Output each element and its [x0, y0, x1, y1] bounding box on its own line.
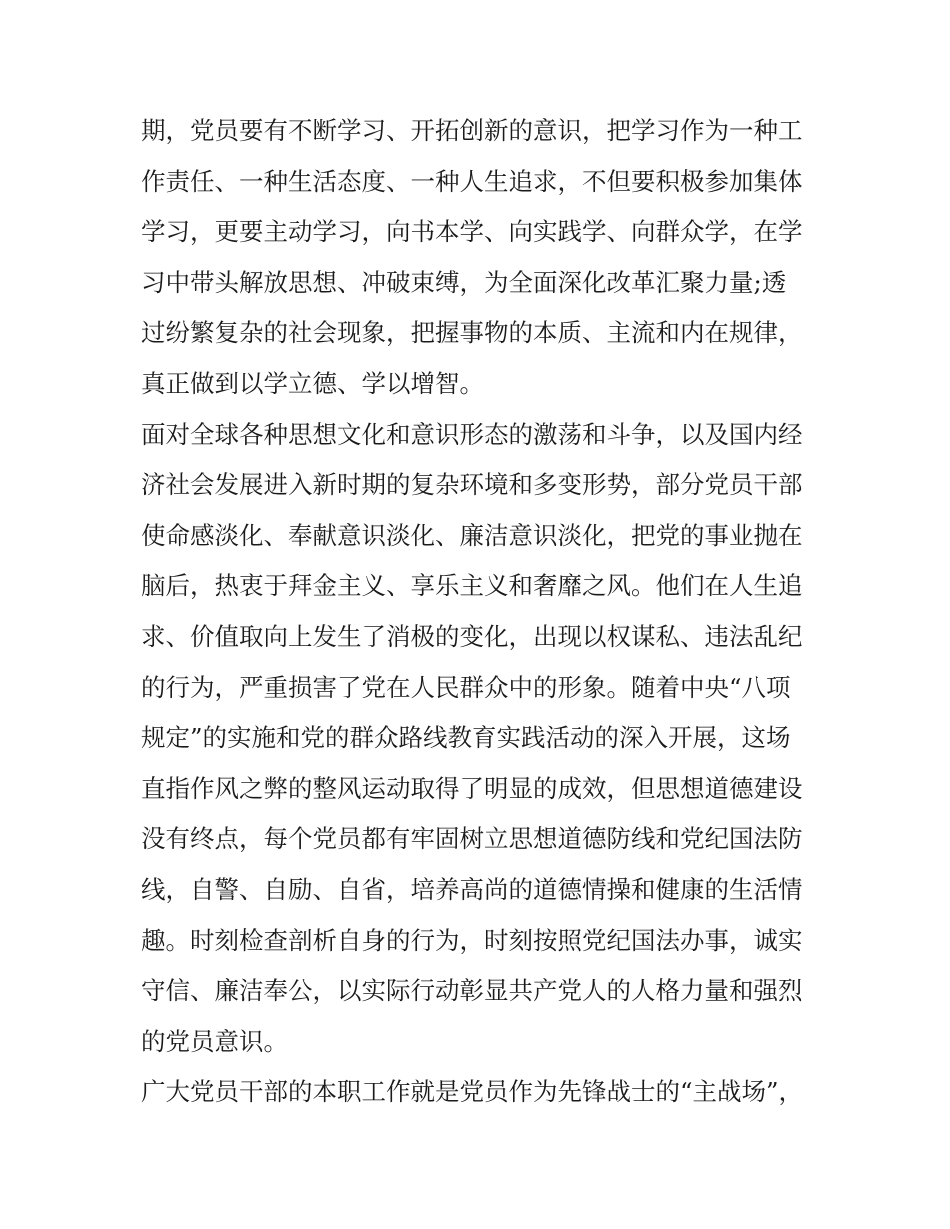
text-line: 过纷繁复杂的社会现象，把握事物的本质、主流和内在规律，	[141, 318, 803, 348]
text-line: 的行为，严重损害了党在人民群众中的形象。随着中央“八项	[141, 672, 791, 702]
text-line: 线，自警、自励、自省，培养高尚的道德情操和健康的生活情	[141, 874, 803, 904]
text-line: 的党员意识。	[141, 1026, 288, 1056]
text-line: 没有终点，每个党员都有牢固树立思想道德防线和党纪国法防	[141, 824, 803, 854]
text-line: 面对全球各种思想文化和意识形态的激荡和斗争，以及国内经	[141, 419, 803, 449]
text-line: 使命感淡化、奉献意识淡化、廉洁意识淡化，把党的事业抛在	[141, 520, 803, 550]
text-line: 学习，更要主动学习，向书本学、向实践学、向群众学，在学	[141, 217, 803, 247]
text-line: 直指作风之弊的整风运动取得了明显的成效，但思想道德建设	[141, 773, 803, 803]
text-line: 求、价值取向上发生了消极的变化，出现以权谋私、违法乱纪	[141, 621, 803, 651]
text-line: 广大党员干部的本职工作就是党员作为先锋战士的“主战场”，	[141, 1077, 804, 1107]
text-line: 真正做到以学立德、学以增智。	[141, 368, 484, 398]
text-line: 守信、廉洁奉公，以实际行动彰显共产党人的人格力量和强烈	[141, 976, 803, 1006]
text-line: 期，党员要有不断学习、开拓创新的意识，把学习作为一种工	[141, 116, 803, 145]
text-line: 规定”的实施和党的群众路线教育实践活动的深入开展，这场	[141, 723, 791, 753]
text-line: 作责任、一种生活态度、一种人生追求，不但要积极参加集体	[141, 166, 803, 196]
text-line: 习中带头解放思想、冲破束缚，为全面深化改革汇聚力量;透	[141, 267, 787, 297]
text-line: 趣。时刻检查剖析自身的行为，时刻按照党纪国法办事，诚实	[141, 925, 803, 955]
text-line: 脑后，热衷于拜金主义、享乐主义和奢靡之风。他们在人生追	[141, 571, 803, 601]
body-text	[141, 106, 821, 1118]
text-line: 济社会发展进入新时期的复杂环境和多变形势，部分党员干部	[141, 470, 803, 500]
